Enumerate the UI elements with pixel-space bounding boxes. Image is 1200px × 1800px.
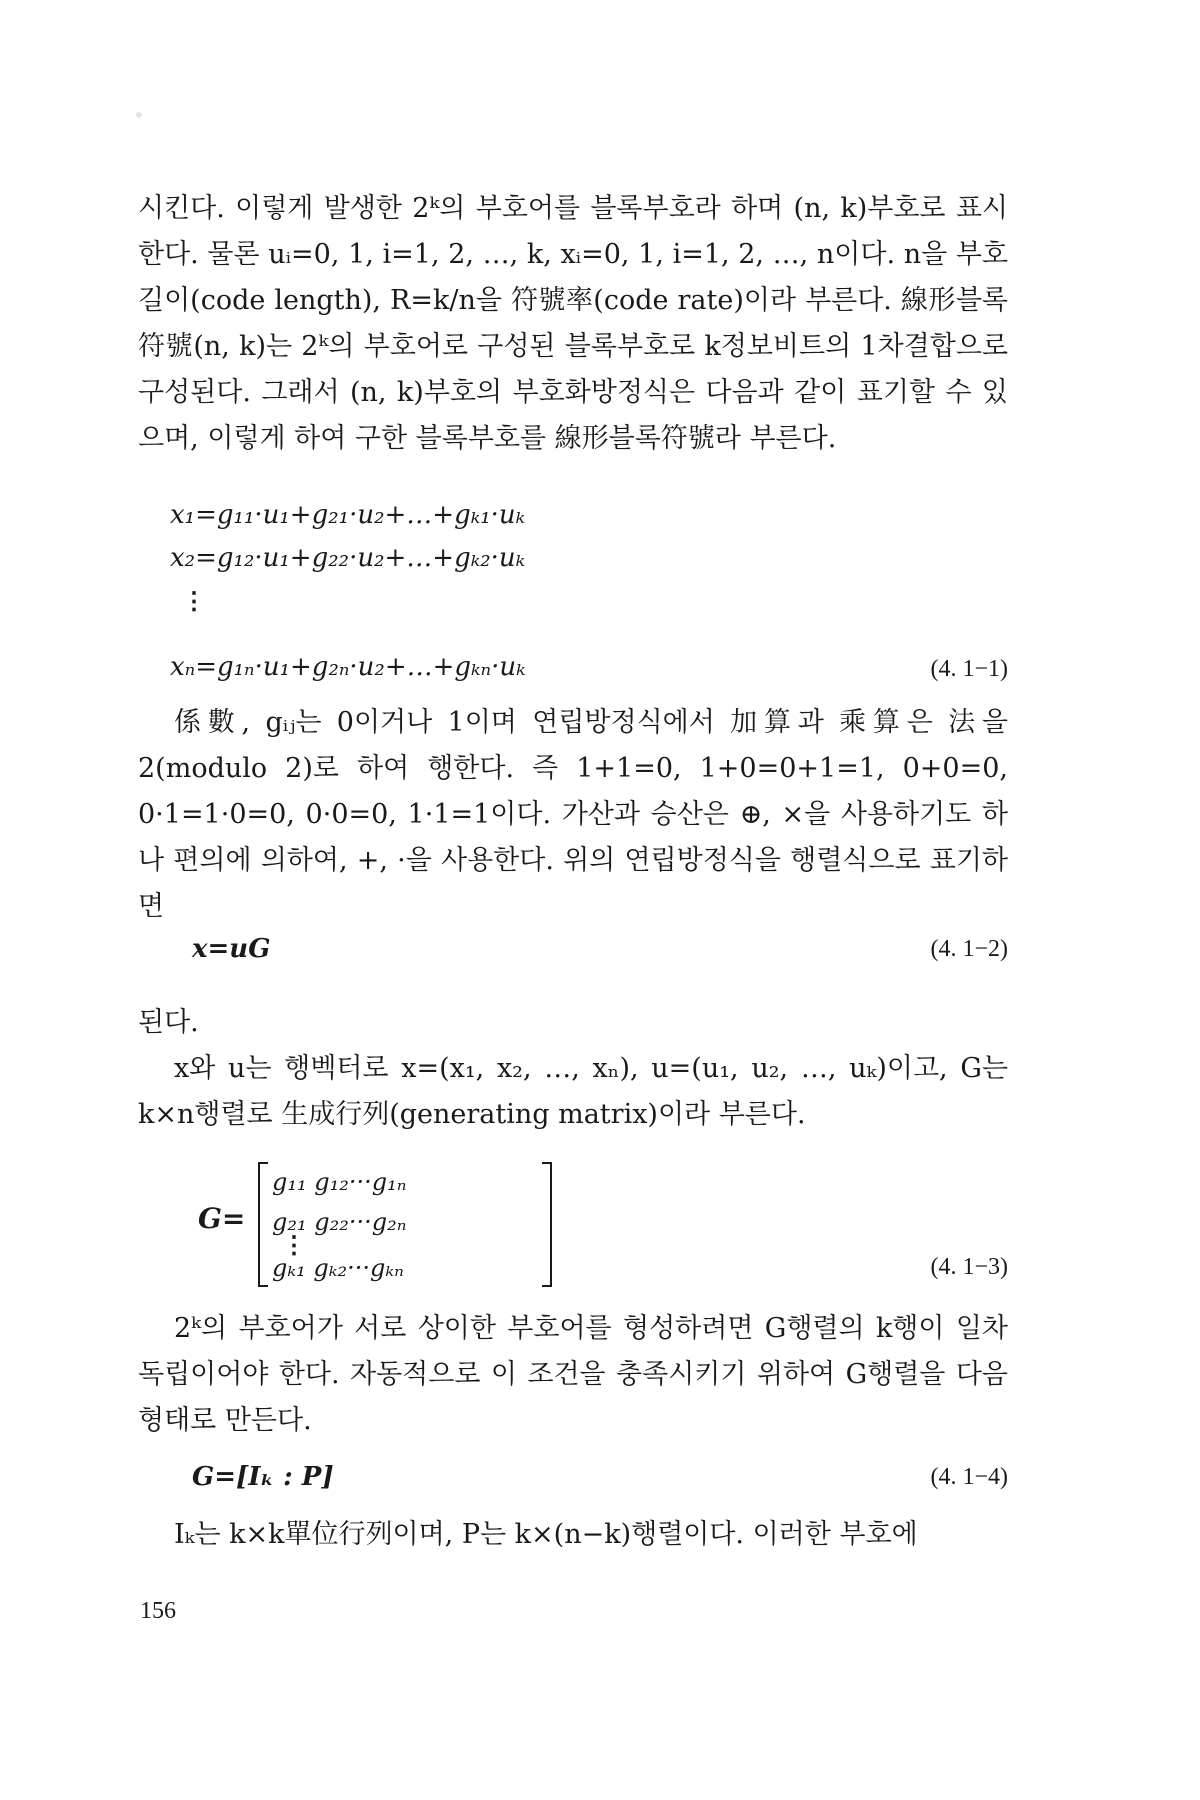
paragraph-block-code-intro: 시킨다. 이렇게 발생한 2ᵏ의 부호어를 블록부호라 하며 (n, k)부호로 표시한다. 물론 uᵢ=0, 1, i=1, 2, …, k, xᵢ=0, 1, i=1, 2, …, n이다. n을 부호길이(code length), R=k/n을 符號率(code rate)이라 부른다. 線形블록符號(n, k)는 2ᵏ의 부호어로 구성된 블록부호로 k정보비트의 1차결합으로 구성된다. 그래서 (n, k)부호의 부호화방정식은 다음과 같이 표기할 수 있으며, 이렇게 하여 구한 블록부호를 線形블록符號라 부른다. <box>138 193 1008 454</box>
equation-G-Ik-P: G=[Iₖ : P] <box>192 1462 334 1492</box>
equation-xn: xₙ=g₁ₙ·u₁+g₂ₙ·u₂+…+gₖₙ·uₖ <box>170 652 526 682</box>
matrix-vertical-ellipsis: ⋮ <box>282 1230 306 1259</box>
paragraph-linear-independence: 2ᵏ의 부호어가 서로 상이한 부호어를 형성하려면 G행렬의 k행이 일차독립이어야 한다. 자동적으로 이 조건을 충족시키기 위하여 G행렬을 다음 형태로 만든다. <box>138 1313 1008 1436</box>
paragraph-modulo-arithmetic: 係數, gᵢⱼ는 0이거나 1이며 연립방정식에서 加算과 乘算은 法을 2(modulo 2)로 하여 행한다. 즉 1+1=0, 1+0=0+1=1, 0+0=0, 0·1=1·0=0, 0·0=0, 1·1=1이다. 가산과 승산은 ⊕, ×을 사용하기도 하나 편의에 의하여, +, ·을 사용한다. 위의 연립방정식을 행렬식으로 표기하면 <box>138 707 1008 922</box>
equation-number-4-1-2: (4. 1−2) <box>930 936 1008 962</box>
matrix-label: G= <box>198 1202 246 1235</box>
equation-x1: x₁=g₁₁·u₁+g₂₁·u₂+…+gₖ₁·uₖ <box>170 500 526 530</box>
scan-speck <box>136 112 142 118</box>
vertical-ellipsis: ⋮ <box>182 586 206 615</box>
equation-number-4-1-4: (4. 1−4) <box>930 1464 1008 1490</box>
page-number: 156 <box>140 1598 176 1624</box>
equation-x-uG: x=uG <box>192 934 271 964</box>
paragraph-row-vectors: x와 u는 행벡터로 x=(x₁, x₂, …, xₙ), u=(u₁, u₂, …, uₖ)이고, G는 k×n행렬로 生成行列(generating matrix)이라 부른다. <box>138 1053 1008 1130</box>
matrix-row-1: g₁₁ g₁₂···g₁ₙ <box>272 1168 407 1196</box>
equation-number-4-1-1: (4. 1−1) <box>930 656 1008 682</box>
matrix-row-2: g₂₁ g₂₂···g₂ₙ <box>272 1208 407 1236</box>
matrix-row-3: gₖ₁ gₖ₂···gₖₙ <box>272 1254 404 1282</box>
paragraph-identity-matrix: Iₖ는 k×k單位行列이며, P는 k×(n−k)행렬이다. 이러한 부호에 <box>174 1519 918 1550</box>
paragraph-doenda: 된다. <box>138 1007 199 1038</box>
equation-number-4-1-3: (4. 1−3) <box>930 1254 1008 1280</box>
equation-x2: x₂=g₁₂·u₁+g₂₂·u₂+…+gₖ₂·uₖ <box>170 543 526 573</box>
